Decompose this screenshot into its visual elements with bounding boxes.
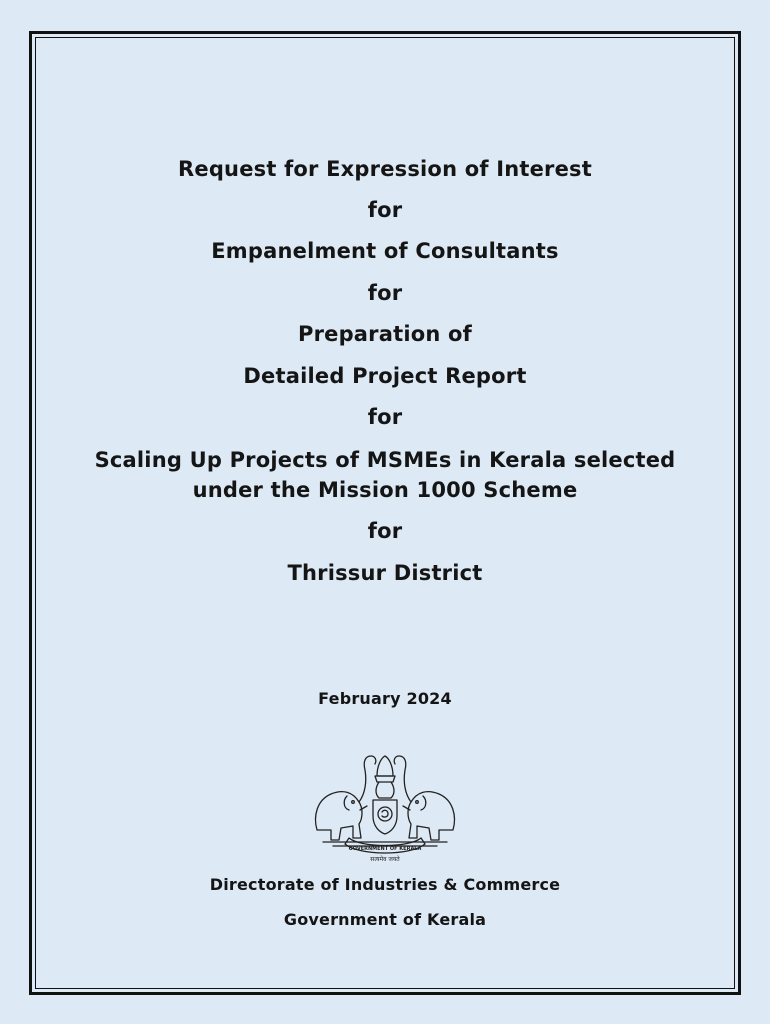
issuing-department: Directorate of Industries & Commerce — [209, 875, 561, 894]
svg-text:GOVERNMENT OF KERALA: GOVERNMENT OF KERALA — [348, 846, 422, 852]
issuing-government: Government of Kerala — [283, 910, 487, 929]
publication-date: February 2024 — [318, 689, 452, 708]
title-line-scaling-up: Scaling Up Projects of MSMEs in Kerala selected — [94, 448, 676, 472]
svg-text:सत्यमेव जयते: सत्यमेव जयते — [370, 856, 400, 863]
title-line-district: Thrissur District — [287, 561, 483, 585]
title-line-for-2: for — [367, 281, 403, 305]
title-line-empanelment: Empanelment of Consultants — [211, 239, 559, 263]
title-line-for-1: for — [367, 198, 403, 222]
title-line-for-4: for — [367, 519, 403, 543]
title-line-mission-1000: under the Mission 1000 Scheme — [192, 478, 578, 502]
title-line-dpr: Detailed Project Report — [243, 364, 527, 388]
title-line-preparation: Preparation of — [297, 322, 472, 346]
title-line-request: Request for Expression of Interest — [178, 157, 592, 181]
title-line-for-3: for — [367, 405, 403, 429]
kerala-state-emblem-icon — [303, 746, 467, 864]
